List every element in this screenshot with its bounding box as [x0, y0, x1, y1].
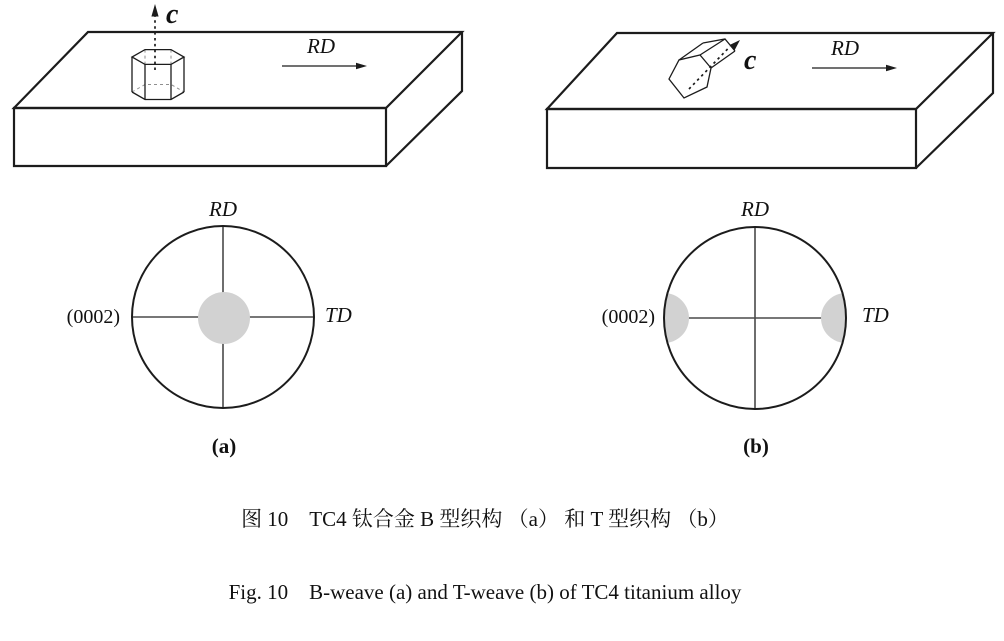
c-axis-arrowhead-b — [730, 40, 740, 50]
panel-a-schematic — [14, 0, 462, 166]
panel-b-label: (b) — [743, 434, 769, 458]
hex-prism-b-front-face — [669, 55, 711, 98]
hex-prism-a — [132, 50, 184, 100]
panel-b-schematic — [547, 33, 993, 168]
hex-prism-b — [669, 39, 735, 98]
pole-figure-a — [67, 197, 352, 458]
rd-arrowhead-a — [356, 63, 367, 70]
slab-a-top-face — [14, 32, 462, 108]
rd-label-a: RD — [307, 34, 335, 58]
figure-caption — [0, 471, 970, 641]
hex-prism-a-bottom-edges — [132, 92, 184, 100]
slab-a — [14, 32, 462, 166]
pole-figure-b — [602, 197, 889, 458]
hex-prism-a-hidden-edges — [132, 50, 184, 92]
hex-prism-a-top-face — [132, 50, 184, 65]
rd-label-b: RD — [831, 36, 859, 60]
c-axis-label-a: c — [166, 0, 179, 30]
slab-b-front-face — [547, 109, 916, 168]
slab-a-front-face — [14, 108, 386, 166]
pole-b-plane-label: (0002) — [601, 306, 655, 328]
c-axis-arrowhead-a — [151, 4, 158, 17]
slab-b-right-face — [916, 33, 993, 168]
slab-b-top-face — [547, 33, 993, 109]
pole-a-td-label: TD — [325, 303, 352, 327]
rd-arrowhead-b — [886, 65, 897, 72]
slab-b — [547, 33, 993, 168]
caption-chinese: 图 10 TC4 钛合金 B 型织构 （a） 和 T 型织构 （b） — [241, 507, 729, 531]
rd-arrow-a — [282, 63, 367, 70]
pole-a-plane-label: (0002) — [66, 306, 120, 328]
pole-a-center-intensity-spot — [198, 292, 250, 344]
caption-english: Fig. 10 B-weave (a) and T-weave (b) of TC4 titanium alloy — [228, 580, 742, 604]
pole-b-rd-label: RD — [741, 197, 769, 221]
rd-arrow-b — [812, 65, 897, 72]
hex-prism-a-side-edges — [132, 57, 184, 100]
c-axis-arrow-a — [151, 4, 158, 70]
pole-a-rd-label: RD — [209, 197, 237, 221]
c-axis-label-b: c — [744, 45, 757, 76]
panel-a-label: (a) — [211, 434, 237, 458]
slab-a-right-face — [386, 32, 462, 166]
pole-b-td-label: TD — [862, 303, 889, 327]
